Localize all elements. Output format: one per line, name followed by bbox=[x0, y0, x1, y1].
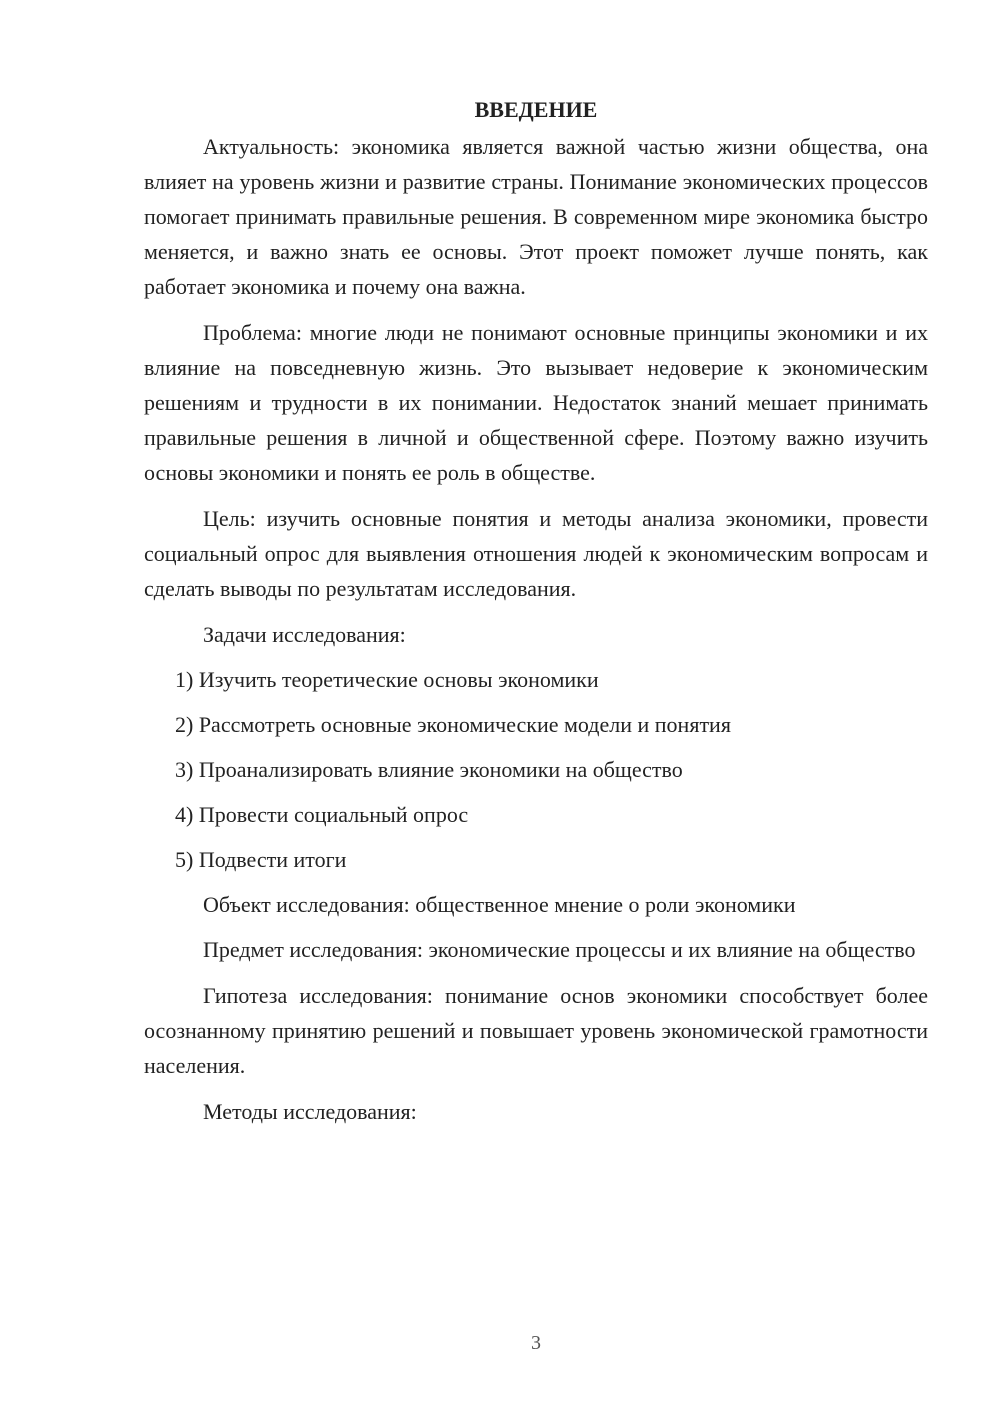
task-item: 5) Подвести итоги bbox=[175, 847, 347, 872]
object-paragraph: Объект исследования: общественное мнение о роли экономики bbox=[203, 892, 796, 917]
task-item: 2) Рассмотреть основные экономические модели и понятия bbox=[175, 712, 731, 737]
page-content bbox=[144, 92, 928, 1139]
goal-paragraph: Цель: изучить основные понятия и методы анализа экономики, провести социальный опрос для выявления отношения людей к экономическим вопросам и сделать выводы по результатам исследования. bbox=[144, 506, 928, 601]
page-heading: ВВЕДЕНИЕ bbox=[474, 97, 598, 122]
task-item: 3) Проанализировать влияние экономики на общество bbox=[175, 757, 683, 782]
subject-paragraph: Предмет исследования: экономические процессы и их влияние на общество bbox=[203, 937, 916, 962]
relevance-paragraph: Актуальность: экономика является важной частью жизни общества, она влияет на уровень жизни и развитие страны. Понимание экономических процессов помогает принимать правильные решения. В современном мире экономика быстро меняется, и важно знать ее основы. Этот проект поможет лучше понять, как работает экономика и почему она важна. bbox=[144, 134, 928, 299]
hypothesis-paragraph: Гипотеза исследования: понимание основ экономики способствует более осознанному принятию решений и повышает уровень экономической грамотности населения. bbox=[144, 983, 928, 1078]
task-item: 1) Изучить теоретические основы экономики bbox=[175, 667, 599, 692]
task-item: 4) Провести социальный опрос bbox=[175, 802, 469, 827]
tasks-title: Задачи исследования: bbox=[203, 622, 406, 647]
problem-paragraph: Проблема: многие люди не понимают основные принципы экономики и их влияние на повседневную жизнь. Это вызывает недоверие к экономическим решениям и трудности в их понимании. Недостаток знаний мешает принимать правильные решения в личной и общественной сфере. Поэтому важно изучить основы экономики и понять ее роль в обществе. bbox=[144, 320, 928, 485]
page-number: 3 bbox=[531, 1332, 541, 1354]
methods-title: Методы исследования: bbox=[203, 1099, 417, 1124]
tasks-list bbox=[144, 662, 928, 877]
